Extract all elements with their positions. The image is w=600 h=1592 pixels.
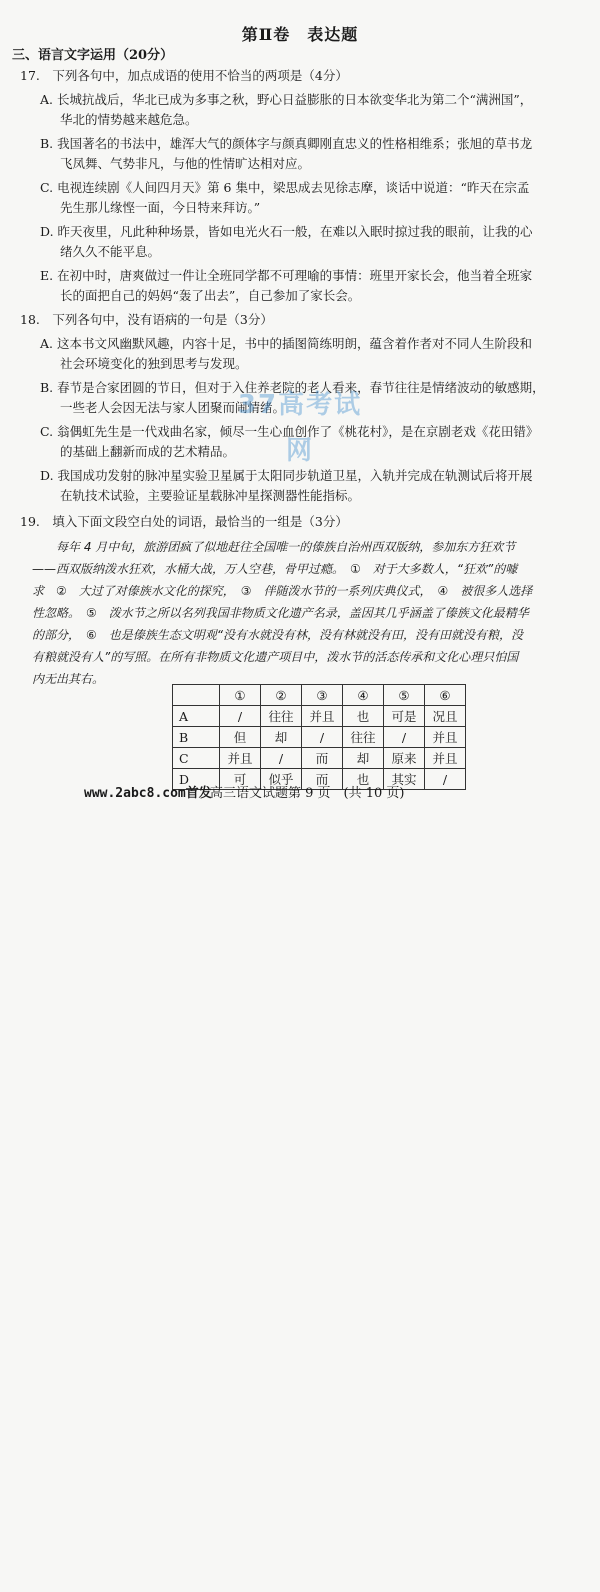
q18-option-a: A. 这本书文风幽默风趣，内容十足，书中的插图简练明朗，蕴含着作者对不同人生阶段和 (40, 336, 533, 351)
table-cell: 并且 (220, 748, 261, 769)
q17-option-c-cont: 先生那儿缘悭一面，今日特来拜访。” (60, 200, 261, 215)
q18-option-a-cont: 社会环境变化的独到思考与发现。 (60, 356, 248, 371)
table-cell: 并且 (425, 727, 466, 748)
q19-passage-line: 每年 4 月中旬，旅游团疯了似地赶往全国唯一的傣族自治州西双版纳，参加东方狂欢节 (32, 540, 516, 554)
footer-url: www.2abc8.com首发 (84, 786, 212, 801)
table-cell: 也 (343, 769, 384, 790)
q19-passage-line: ——西双版纳泼水狂欢，水桶大战，万人空巷，骨甲过瘾。 ① 对于大多数人，“狂欢”的噱 (32, 562, 518, 576)
q19-passage-line: 求 ② 大过了对傣族水文化的探究， ③ 伴随泼水节的一系列庆典仪式， ④ 被很多人选择 (32, 584, 533, 598)
table-cell: / (220, 706, 261, 727)
table-cell: 但 (220, 727, 261, 748)
table-cell: 原来 (384, 748, 425, 769)
table-cell: A (173, 706, 220, 727)
q17-option-b-cont: 飞凤舞、气势非凡，与他的性情旷达相对应。 (60, 156, 311, 171)
q17-option-d-cont: 绪久久不能平息。 (60, 244, 161, 259)
q18-option-c: C. 翁偶虹先生是一代戏曲名家，倾尽一生心血创作了《桃花村》，是在京剧老戏《花田错》 (40, 424, 539, 439)
q17-stem: 17. 下列各句中，加点成语的使用不恰当的两项是（4分） (20, 68, 348, 83)
table-cell: 况且 (425, 706, 466, 727)
table-cell: D (173, 769, 220, 790)
table-header-cell: ② (261, 685, 302, 706)
page-number: 高三语文试题第 9 页 (共 10 页) (210, 786, 405, 801)
q17-option-d: D. 昨天夜里，凡此种种场景，皆如电光火石一般，在难以入眠时掠过我的眼前，让我的心 (40, 224, 533, 239)
table-row (173, 748, 466, 769)
q18-option-b: B. 春节是合家团圆的节日，但对于入住养老院的老人看来，春节往往是情绪波动的敏感期， (40, 380, 545, 395)
table-cell: 可是 (384, 706, 425, 727)
table-cell: 往往 (343, 727, 384, 748)
table-header-cell: ③ (302, 685, 343, 706)
table-cell: 似乎 (261, 769, 302, 790)
table-header-row (173, 685, 466, 706)
table-row (173, 706, 466, 727)
q19-passage-line: 性忽略。 ⑤ 泼水节之所以名列我国非物质文化遗产名录，盖因其几乎涵盖了傣族文化最精华 (32, 606, 529, 620)
q17-option-b: B. 我国著名的书法中，雄浑大气的颜体字与颜真卿刚直忠义的性格相维系；张旭的草书龙 (40, 136, 533, 151)
table-cell: 而 (302, 748, 343, 769)
q17-option-e-cont: 长的面把自己的妈妈“轰了出去”，自己参加了家长会。 (60, 288, 361, 303)
table-header-cell: ⑤ (384, 685, 425, 706)
table-header-cell: ① (220, 685, 261, 706)
table-cell: 往往 (261, 706, 302, 727)
table-cell: 其实 (384, 769, 425, 790)
q18-option-c-cont: 的基础上翻新而成的艺术精品。 (60, 444, 236, 459)
page-title: 第Ⅱ卷 表达题 (241, 25, 359, 44)
table-cell: / (302, 727, 343, 748)
table-cell: 并且 (425, 748, 466, 769)
answer-table (172, 684, 466, 790)
table-cell: 可 (220, 769, 261, 790)
q19-stem: 19. 填入下面文段空白处的词语，最恰当的一组是（3分） (20, 514, 348, 529)
q19-passage-line: 有粮就没有人”的写照。在所有非物质文化遗产项目中，泼水节的活态传承和文化心理只怕国 (32, 650, 519, 664)
q17-option-c: C. 电视连续剧《人间四月天》第 6 集中，梁思成去见徐志摩，谈话中说道：“昨天在宗孟 (40, 180, 530, 195)
table-cell: 却 (343, 748, 384, 769)
table-row (173, 727, 466, 748)
q19-passage-line: 的部分， ⑥ 也是傣族生态文明观“没有水就没有林，没有林就没有田，没有田就没有粮，没 (32, 628, 523, 642)
table-header-cell: ④ (343, 685, 384, 706)
table-cell: / (425, 769, 466, 790)
q17-option-a-cont: 华北的情势越来越危急。 (60, 112, 198, 127)
table-cell: C (173, 748, 220, 769)
q17-option-a: A. 长城抗战后，华北已成为多事之秋，野心日益膨胀的日本欲变华北为第二个“满洲国”， (40, 92, 533, 107)
table-cell: 并且 (302, 706, 343, 727)
q17-option-e: E. 在初中时，唐爽做过一件让全班同学都不可理喻的事情：班里开家长会，他当着全班家 (40, 268, 533, 283)
table-cell: 却 (261, 727, 302, 748)
q18-stem: 18. 下列各句中，没有语病的一句是（3分） (20, 312, 273, 327)
table-cell: / (384, 727, 425, 748)
site-watermark: 37高考试网 (237, 390, 363, 466)
table-cell: B (173, 727, 220, 748)
table-header-cell (173, 685, 220, 706)
table-cell: 也 (343, 706, 384, 727)
table-cell: / (261, 748, 302, 769)
table-header-cell: ⑥ (425, 685, 466, 706)
q18-option-d: D. 我国成功发射的脉冲星实验卫星属于太阳同步轨道卫星，入轨并完成在轨测试后将开展 (40, 468, 533, 483)
q19-passage-line: 内无出其右。 (32, 672, 105, 686)
q18-option-d-cont: 在轨技术试验，主要验证星载脉冲星探测器性能指标。 (60, 488, 361, 503)
section-heading: 三、语言文字运用（20分） (12, 48, 174, 63)
q18-option-b-cont: 一些老人会因无法与家人团聚而闹情绪。 (60, 400, 286, 415)
table-cell: 而 (302, 769, 343, 790)
